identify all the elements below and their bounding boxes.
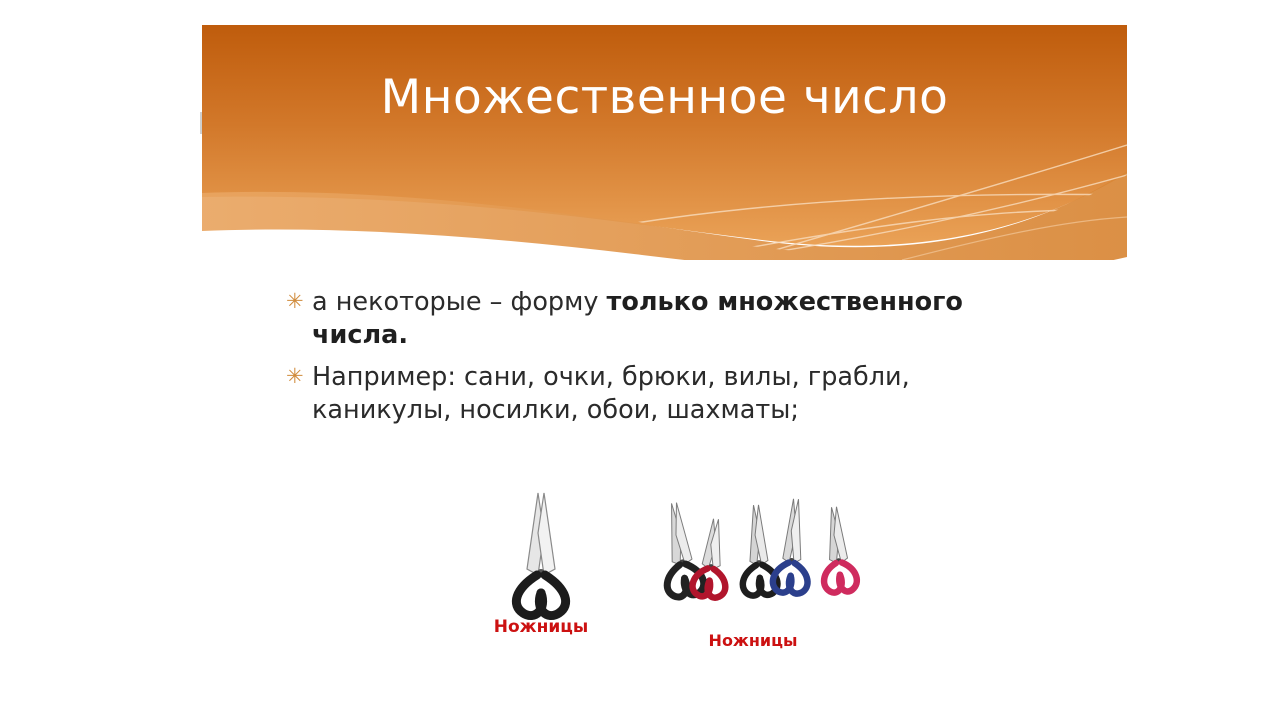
image-caption: Ножницы bbox=[708, 631, 798, 650]
list-item bbox=[280, 286, 1000, 351]
single-scissors-image bbox=[466, 485, 616, 645]
slide-header-banner bbox=[202, 25, 1127, 260]
image-group bbox=[458, 485, 878, 650]
multiple-scissors-image bbox=[638, 485, 868, 650]
bullet-marker-icon: ✳ bbox=[286, 364, 304, 389]
slide-body bbox=[280, 286, 1000, 437]
list-item-text-normal: Например: сани, очки, брюки, вилы, грабли, каникулы, носилки, обои, шахматы; bbox=[312, 362, 910, 425]
list-item bbox=[280, 361, 1000, 426]
image-caption: Ножницы bbox=[493, 617, 589, 637]
list-item-text-normal: а некоторые – форму bbox=[312, 287, 607, 317]
list-item-text-bold: только множественного числа. bbox=[312, 287, 963, 350]
page-title: Множественное число bbox=[380, 70, 949, 125]
bullet-marker-icon: ✳ bbox=[286, 289, 304, 313]
